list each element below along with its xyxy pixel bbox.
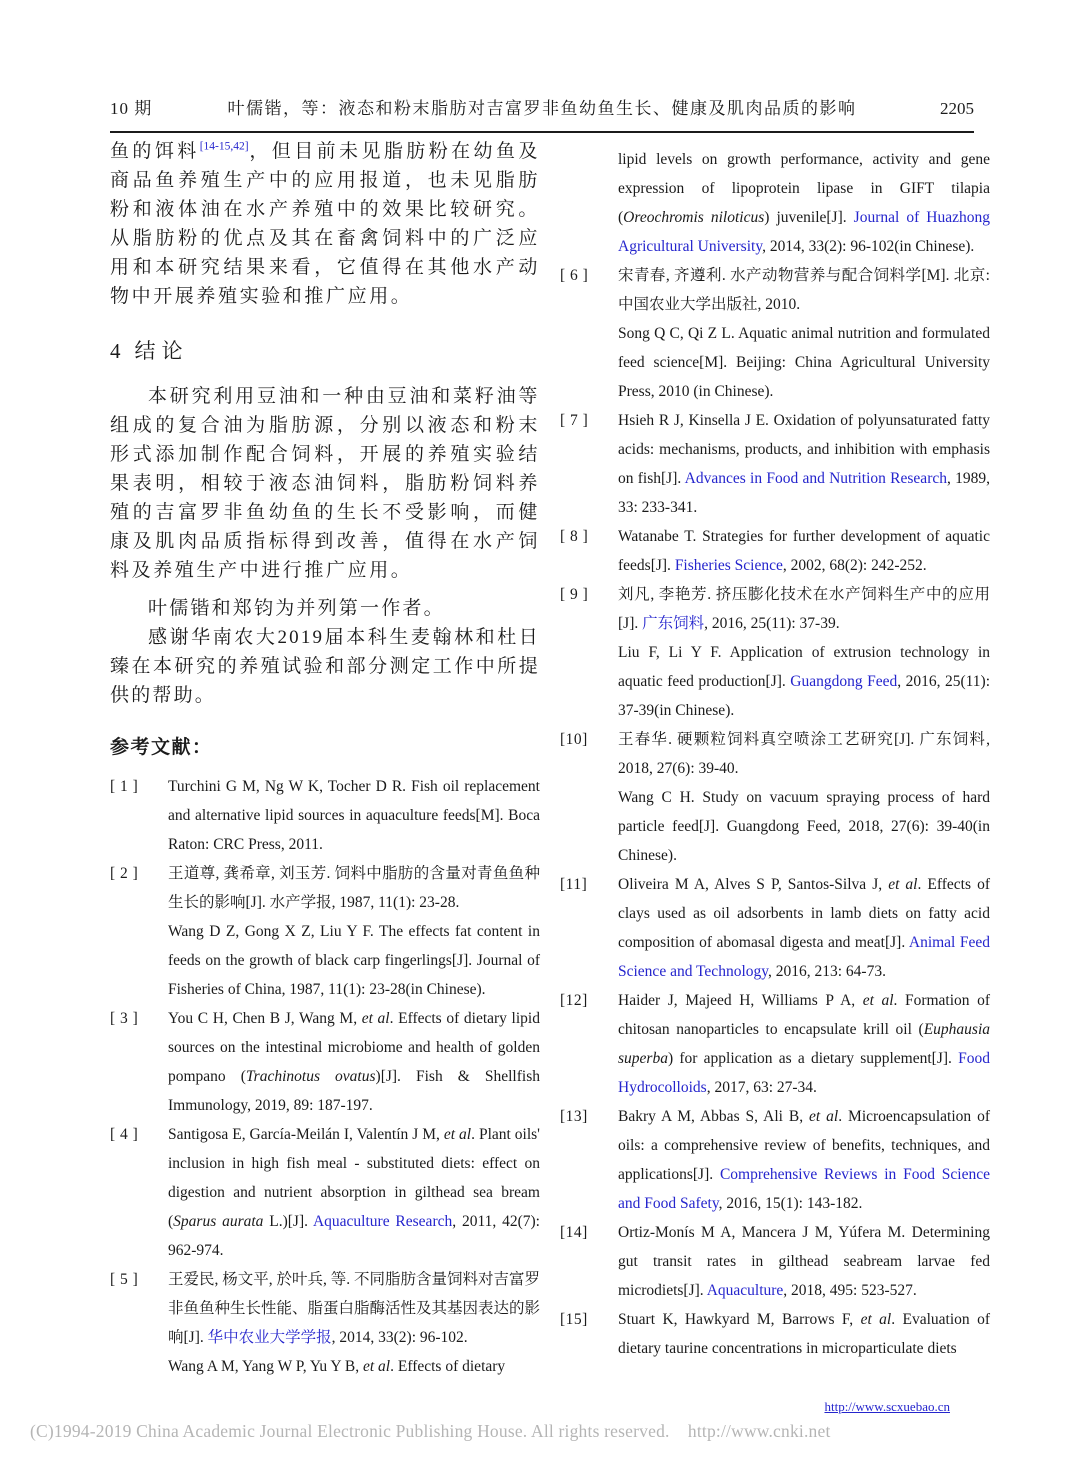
text-run: Oliveira M A, Alves S P, Santos-Silva J, (618, 876, 889, 893)
right-column (560, 138, 990, 1381)
journal-link[interactable]: Aquaculture (706, 1282, 784, 1299)
text-run: , 2017, 63: 27-34. (706, 1079, 817, 1096)
reference-text (618, 986, 990, 1102)
reference-number: [ 8 ] (560, 528, 589, 545)
reference-text (618, 580, 990, 725)
text-run: 王道尊, 龚希章, 刘玉芳. 饲料中脂肪的含量对青鱼鱼种生长的影响[J]. 水产学报, 1987, 11(1): 23-28. (168, 865, 540, 912)
text-run: Watanabe T. Strategies for further development of aquatic feeds[J]. (618, 528, 990, 574)
journal-link[interactable]: Advances in Food and Nutrition Research (684, 470, 947, 487)
journal-link[interactable]: Guangdong Feed (790, 673, 898, 690)
latin-name-italic: et al (443, 1126, 472, 1144)
reference-item (560, 261, 990, 406)
page-header (110, 94, 974, 133)
reference-number: [ 6 ] (560, 267, 589, 284)
reference-item (560, 725, 990, 870)
text-run: Wang D Z, Gong X Z, Liu Y F. The effects fat content in feeds on the growth of black carp fingerlings[J]. Journal of Fisheries of China, 1987, 11(1): 23-28(in Chinese). (168, 923, 540, 999)
text-run: lipid levels on growth performance, activity and gene expression of lipoprotein lipase in GIFT tilapia ( (618, 151, 990, 226)
reference-citation-block (618, 522, 990, 580)
text-run: Song Q C, Qi Z L. Aquatic animal nutrition and formulated feed science[M]. Beijing: China Agricultural University Press, 2010 (in Chinese). (618, 325, 990, 400)
reference-item (560, 1102, 990, 1218)
reference-text (168, 1120, 540, 1265)
reference-text (618, 522, 990, 580)
reference-number: [14] (560, 1224, 588, 1241)
reference-citation-block (618, 406, 990, 522)
reference-citation-block (618, 870, 990, 986)
reference-citation-block (618, 1218, 990, 1305)
reference-item (110, 1265, 540, 1381)
reference-item (110, 1004, 540, 1120)
reference-item (560, 406, 990, 522)
reference-citation-block (618, 261, 990, 319)
journal-link[interactable]: 广东饲料 (642, 615, 705, 632)
acknowledgment-note: 感谢华南农大2019届本科生麦翰林和杜日臻在本研究的养殖试验和部分测定工作中所提供的帮助。 (110, 626, 540, 706)
reference-citation-block (618, 145, 990, 261)
reference-citation-block (618, 580, 990, 638)
references-heading: 参考文献： (110, 737, 213, 759)
text-run: , 2016, 15(1): 143-182. (718, 1195, 863, 1212)
text-run: Wang A M, Yang W P, Yu Y B, (168, 1358, 363, 1376)
reference-number: [ 4 ] (110, 1126, 139, 1144)
latin-name-italic: Euphausia superba (618, 1021, 990, 1067)
reference-text (618, 725, 990, 870)
reference-item (110, 859, 540, 1004)
section-title: 结论 (134, 339, 189, 364)
reference-number: [ 2 ] (110, 865, 139, 883)
reference-citation-block (618, 1102, 990, 1218)
text-run: . Evaluation of dietary taurine concentrations in microparticulate diets (618, 1311, 990, 1357)
reference-text (168, 1004, 540, 1120)
text-run: , 2016, 25(11): 37-39. (704, 615, 840, 632)
text-run: . Microencapsulation of oils: a comprehensive review of benefits, techniques, and applications[J]. (618, 1108, 990, 1183)
reference-text (618, 870, 990, 986)
body-paragraph-continued (110, 138, 540, 311)
reference-item (560, 580, 990, 725)
reference-citation-block (618, 1305, 990, 1363)
text-run: . Effects of dietary lipid sources on the intestinal microbiome and health of golden pompano ( (168, 1010, 540, 1086)
reference-text (168, 1265, 540, 1381)
reference-item (560, 870, 990, 986)
text-run: , 2016, 25(11): 37-39(in Chinese). (618, 673, 991, 719)
reference-number: [12] (560, 992, 588, 1009)
text-run: L.)[J]. (263, 1213, 313, 1231)
text-run: )[J]. Fish & Shellfish Immunology, 2019, 89: 187-197. (168, 1068, 540, 1115)
text-run: Wang C H. Study on vacuum spraying process of hard particle feed[J]. Guangdong Feed, 2018, 27(6): 39-40(in Chinese). (618, 789, 990, 864)
latin-name-italic: et al (860, 1311, 892, 1328)
reference-number: [15] (560, 1311, 588, 1328)
latin-name-italic: et al (362, 1358, 391, 1376)
text-run: Turchini G M, Ng W K, Tocher D R. Fish oil replacement and alternative lipid sources in aquaculture feeds[M]. Boca Raton: CRC Press, 2011. (168, 778, 540, 854)
reference-text (168, 859, 540, 1004)
reference-item (560, 522, 990, 580)
co-first-author-note: 叶儒锴和郑钧为并列第一作者。 (148, 597, 445, 619)
reference-citation-block (168, 1265, 540, 1352)
reference-citation-block (168, 1004, 540, 1120)
text-run: Bakry A M, Abbas S, Ali B, (618, 1108, 810, 1125)
running-title: 叶儒锴，等：液态和粉末脂肪对吉富罗非鱼幼鱼生长、健康及肌肉品质的影响 (227, 99, 857, 118)
section-heading-conclusion (110, 336, 540, 366)
text-run: ，但目前未见脂肪粉在幼鱼及商品鱼养殖生产中的应用报道，也未见脂肪粉和液体油在水产养殖中的效果比较研究。从脂肪粉的优点及其在畜禽饲料中的广泛应用和本研究结果来看，它值得在其他水产动物中开展养殖实验和推广应用。 (110, 141, 540, 307)
reference-item (560, 1305, 990, 1363)
text-run: ) juvenile[J]. (764, 209, 854, 226)
text-run: . Plant oils' inclusion in high fish meal - substituted diets: effect on digestion and nutrient absorption in gilthead sea bream ( (168, 1126, 540, 1231)
section-number: 4 (110, 339, 121, 364)
text-run: Liu F, Li Y F. Application of extrusion technology in aquatic feed production[J]. (618, 644, 990, 690)
reference-text (168, 772, 540, 859)
reference-item (560, 1218, 990, 1305)
text-run: , 2016, 213: 64-73. (768, 963, 886, 980)
journal-link[interactable]: Animal Feed Science and Technology (618, 934, 990, 980)
journal-link[interactable]: Comprehensive Reviews in Food Science and Food Safety (618, 1166, 990, 1212)
issue-number: 10 期 (110, 99, 153, 118)
text-run: Santigosa E, García-Meilán I, Valentín J M, (168, 1126, 444, 1144)
conclusion-paragraph: 本研究利用豆油和一种由豆油和菜籽油等组成的复合油为脂肪源，分别以液态和粉末形式添加制作配合饲料，开展的养殖实验结果表明，相较于液态油饲料，脂肪粉饲料养殖的吉富罗非鱼幼鱼的生长不受影响，而健康及肌肉品质指标得到改善，值得在水产饲料及养殖生产中进行推广应用。 (110, 386, 540, 581)
text-run: . Effects of clays used as oil adsorbents in lamb diets on fatty acid composition of abomasal digesta and meat[J]. (618, 876, 990, 951)
reference-number: [10] (560, 731, 588, 748)
journal-link[interactable]: Fisheries Science (674, 557, 783, 574)
reference-number: [ 3 ] (110, 1010, 139, 1028)
reference-text (618, 1218, 990, 1305)
journal-link[interactable]: Food Hydrocolloids (618, 1050, 990, 1096)
reference-citation-block (168, 859, 540, 917)
reference-list-left (110, 772, 540, 1381)
reference-item (560, 145, 990, 261)
reference-list-right (560, 145, 990, 1363)
reference-citation-block (168, 772, 540, 859)
latin-name-italic: Oreochromis niloticus (623, 209, 765, 226)
journal-link[interactable]: 华中农业大学学报 (207, 1329, 332, 1347)
latin-name-italic: Sparus aurata (173, 1213, 264, 1231)
latin-name-italic: et al (361, 1010, 390, 1028)
reference-text (618, 1102, 990, 1218)
text-run: 刘凡, 李艳芳. 挤压膨化技术在水产饲料生产中的应用[J]. (618, 586, 990, 632)
text-run: 宋青春, 齐遵利. 水产动物营养与配合饲料学[M]. 北京: 中国农业大学出版社, 2010. (618, 267, 990, 313)
journal-link[interactable]: Journal of Huazhong Agricultural University (618, 209, 990, 255)
reference-number: [ 1 ] (110, 778, 139, 796)
page-number: 2205 (940, 99, 974, 118)
text-run: Haider J, Majeed H, Williams P A, (618, 992, 863, 1009)
reference-number: [11] (560, 876, 588, 893)
reference-citation-block (618, 986, 990, 1102)
text-run: Hsieh R J, Kinsella J E. Oxidation of polyunsaturated fatty acids: mechanisms, products, and inhibition with emphasis on fish[J]. (618, 412, 990, 487)
reference-citation-block (168, 1120, 540, 1265)
copyright-watermark: (C)1994-2019 China Academic Journal Electronic Publishing House. All rights reserved. http://www.cnki.net (30, 1421, 831, 1441)
reference-citation-block (168, 917, 540, 1004)
text-run: 王春华. 硬颗粒饲料真空喷涂工艺研究[J]. 广东饲料, 2018, 27(6): 39-40. (618, 731, 990, 777)
reference-item (560, 986, 990, 1102)
latin-name-italic: Trachinotus ovatus (245, 1068, 376, 1086)
latin-name-italic: et al (862, 992, 894, 1009)
text-run: Stuart K, Hawkyard M, Barrows F, (618, 1311, 861, 1328)
reference-text (618, 261, 990, 406)
text-run: You C H, Chen B J, Wang M, (168, 1010, 362, 1028)
reference-number: [ 5 ] (110, 1271, 139, 1289)
reference-number: [13] (560, 1108, 588, 1125)
text-run: . Effects of dietary (390, 1358, 506, 1376)
reference-number (560, 145, 618, 261)
reference-citation-block (618, 319, 990, 406)
reference-citation-block (618, 638, 990, 725)
text-run: ) for application as a dietary supplement[J]. (667, 1050, 959, 1067)
reference-item (110, 1120, 540, 1265)
reference-text (618, 406, 990, 522)
text-run: . Formation of chitosan nanoparticles to encapsulate krill oil ( (618, 992, 990, 1038)
reference-citation-block (618, 783, 990, 870)
two-column-body (110, 138, 990, 1381)
latin-name-italic: et al (888, 876, 918, 893)
text-run: , 2011, 42(7): 962-974. (168, 1213, 540, 1260)
citation-superscript-link[interactable]: [14-15,42] (199, 140, 249, 153)
reference-citation-block (618, 725, 990, 783)
reference-item (110, 772, 540, 859)
reference-text (618, 1305, 990, 1363)
scxuebao-site-link[interactable]: http://www.scxuebao.cn (824, 1399, 950, 1414)
text-run: , 1989, 33: 233-341. (618, 470, 990, 516)
reference-citation-block (168, 1352, 540, 1381)
text-run: , 2002, 68(2): 242-252. (782, 557, 927, 574)
reference-number: [ 9 ] (560, 586, 589, 603)
text-run: Ortiz-Monís M A, Mancera J M, Yúfera M. Determining gut transit rates in gilthead seabream larvae fed microdiets[J]. (618, 1224, 990, 1299)
reference-number: [ 7 ] (560, 412, 589, 429)
text-run: , 2018, 495: 523-527. (783, 1282, 917, 1299)
text-run: , 2014, 33(2): 96-102. (331, 1329, 468, 1347)
reference-text (618, 145, 990, 261)
text-run: 王爱民, 杨文平, 於叶兵, 等. 不同脂肪含量饲料对吉富罗非鱼鱼种生长性能、脂蛋白脂酶活性及其基因表达的影响[J]. (168, 1271, 541, 1347)
left-column (110, 138, 540, 1381)
text-run: , 2014, 33(2): 96-102(in Chinese). (762, 238, 975, 255)
text-run: 鱼的饵料 (110, 141, 200, 162)
journal-link[interactable]: Aquaculture Research (312, 1213, 453, 1231)
latin-name-italic: et al (809, 1108, 839, 1125)
